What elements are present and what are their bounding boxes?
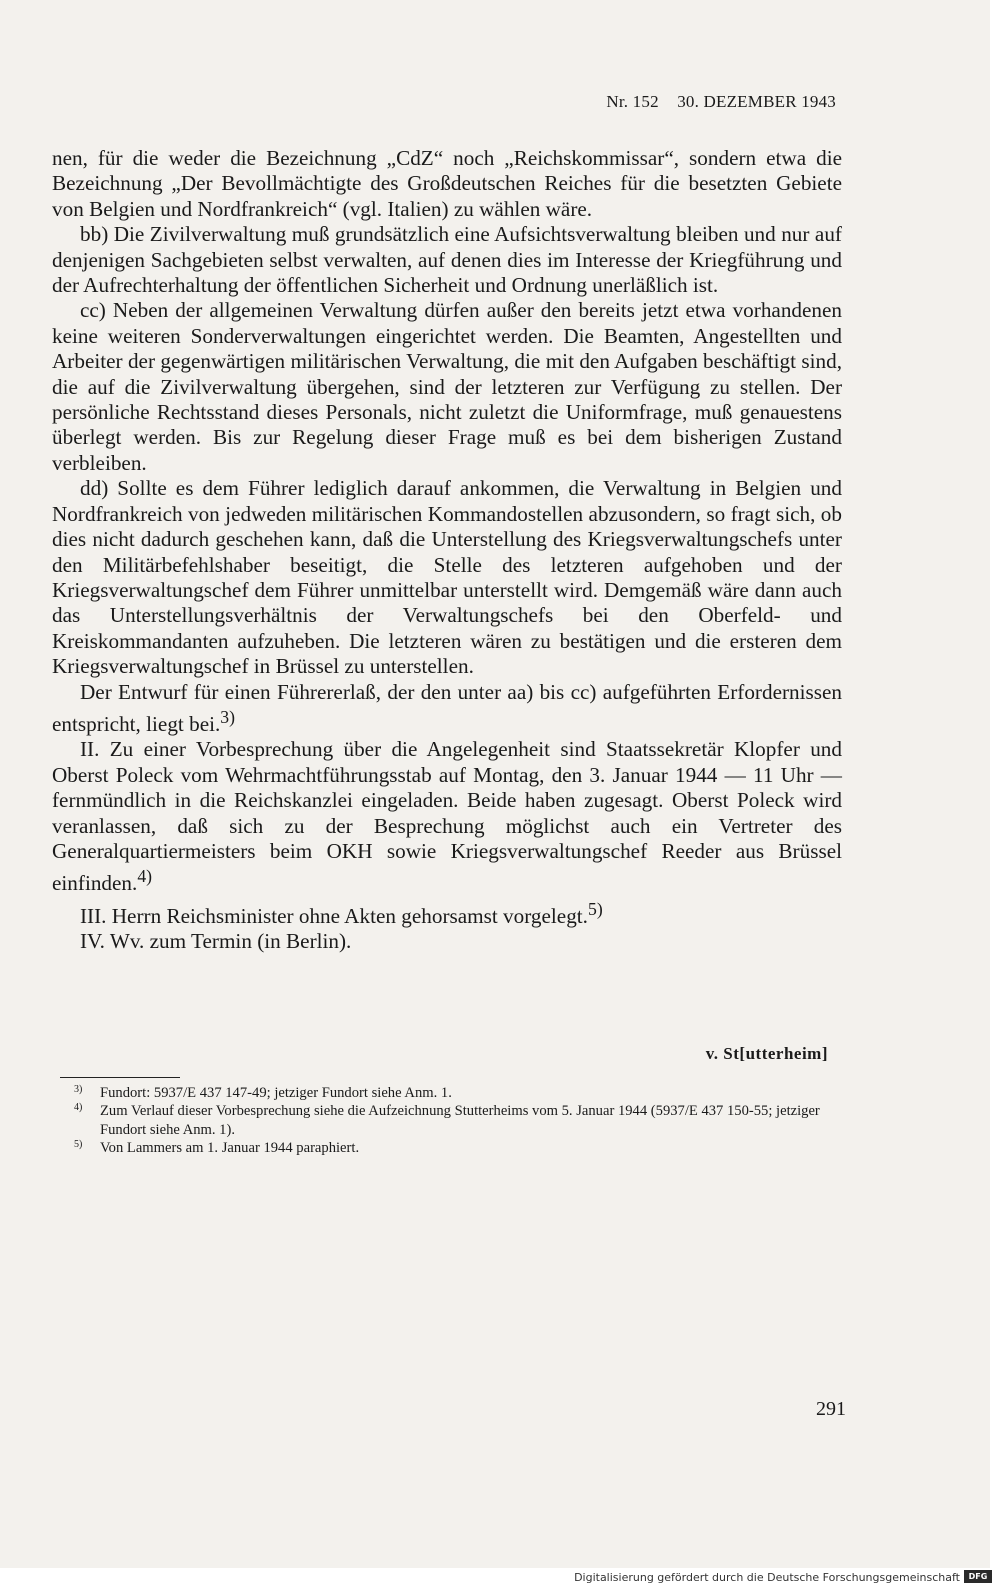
paragraph-entwurf-text: Der Entwurf für einen Führererlaß, der den unter aa) bis cc) aufgeführten Erfordernissen entspricht, liegt bei. — [52, 679, 842, 736]
running-head — [606, 92, 836, 112]
footnote-marker: 4) — [74, 1102, 83, 1114]
footnote-text: Von Lammers am 1. Januar 1944 paraphiert. — [100, 1140, 360, 1157]
footnote-ref-3: 3) — [220, 706, 235, 727]
paragraph-entwurf — [52, 680, 842, 738]
footnote-3 — [74, 1084, 854, 1102]
footnote-divider — [60, 1077, 180, 1078]
paragraph-ii-text: II. Zu einer Vorbesprechung über die Angelegenheit sind Staatssekretär Klopfer und Oberst Poleck vom Wehrmachtführungsstab auf Montag, den 3. Januar 1944 — 11 Uhr — fernmündlich in die Reichskanzlei eingeladen. Beide haben zugesagt. Oberst Poleck wird veranlassen, daß sich zu der Besprechung möglichst auch ein Vertreter des Generalquartiermeisters beim OKH sowie Kriegsverwaltungschef Reeder aus Brüssel einfinden. — [52, 737, 842, 896]
paragraph-ii — [52, 737, 842, 897]
funding-credit: Digitalisierung gefördert durch die Deutsche Forschungsgemeinschaft — [574, 1571, 960, 1584]
footnote-ref-4: 4) — [137, 866, 153, 887]
signature: v. St[utterheim] — [705, 1044, 828, 1063]
footnote-marker: 3) — [74, 1084, 83, 1095]
paragraph-iii-text: III. Herrn Reichsminister ohne Akten gehorsamst vorgelegt. — [80, 903, 588, 928]
footnote-ref-5: 5) — [587, 898, 603, 919]
footnote-text: Fundort: 5937/E 437 147-49; jetziger Fundort siehe Anm. 1. — [100, 1085, 452, 1101]
document-number: Nr. 152 — [606, 92, 659, 111]
footnote-4 — [74, 1102, 854, 1139]
footnote-text: Zum Verlauf dieser Vorbesprechung siehe die Aufzeichnung Stutterheims vom 5. Januar 1944 (5937/E 437 150-55; jetziger Fundort siehe Anm. 1). — [100, 1103, 820, 1138]
document-date: 30. DEZEMBER 1943 — [677, 92, 836, 111]
footnotes — [74, 1084, 854, 1158]
paragraph-cc: cc) Neben der allgemeinen Verwaltung dürfen außer den bereits jetzt etwa vorhandenen keine weiteren Sonderverwaltungen eingerichtet werden. Die Beamten, Angestellten und Arbeiter der gegenwärtigen militärischen Verwaltung, die mit den Aufgaben beschäftigt sind, die auf die Zivilverwaltung übergehen, sind der letzteren zur Verfügung zu stellen. Der persönliche Rechtsstand dieses Personals, nicht zuletzt die Uniformfrage, muß genauestens überlegt werden. Bis zur Regelung dieser Frage muß es bei dem bisherigen Zustand verbleiben. — [52, 298, 842, 475]
paragraph-continuation: nen, für die weder die Bezeichnung „CdZ“ noch „Reichskommissar“, sondern etwa die Bezeichnung „Der Bevollmächtigte des Großdeutschen Reiches für die besetzten Gebiete von Belgien und Nordfrankreich“ (vgl. Italien) zu wählen wäre. — [52, 146, 842, 221]
footnote-marker: 5) — [74, 1139, 83, 1151]
paragraph-iii — [52, 897, 842, 929]
footnote-5 — [74, 1139, 854, 1157]
page-number: 291 — [816, 1398, 846, 1420]
paragraph-iv: IV. Wv. zum Termin (in Berlin). — [80, 929, 352, 954]
paragraph-bb: bb) Die Zivilverwaltung muß grundsätzlich eine Aufsichtsverwaltung bleiben und nur auf denjenigen Sachgebieten selbst verwalten, auf denen dies im Interesse der Kriegführung und der Aufrechterhaltung der öffentlichen Sicherheit und Ordnung unerläßlich ist. — [52, 222, 842, 298]
dfg-logo-icon: DFG — [964, 1570, 992, 1583]
paragraph-dd: dd) Sollte es dem Führer lediglich darauf ankommen, die Verwaltung in Belgien und Nordfrankreich von jedweden militärischen Kommandostellen abzusondern, so fragt sich, ob dies nicht dadurch geschehen kann, daß die Unterstellung des Kriegsverwaltungschefs unter den Militärbefehlshaber beseitigt, die Stelle des letzteren aufgehoben und der Kriegsverwaltungschef dem Führer unmittelbar unterstellt wird. Demgemäß wäre dann auch das Unterstellungsverhältnis der Verwaltungschefs bei den Oberfeld- und Kreiskommandanten aufzuheben. Die letzteren wären zu bestätigen und die ersteren dem Kriegsverwaltungschef in Brüssel zu unterstellen. — [52, 476, 842, 679]
body-text — [52, 146, 842, 955]
